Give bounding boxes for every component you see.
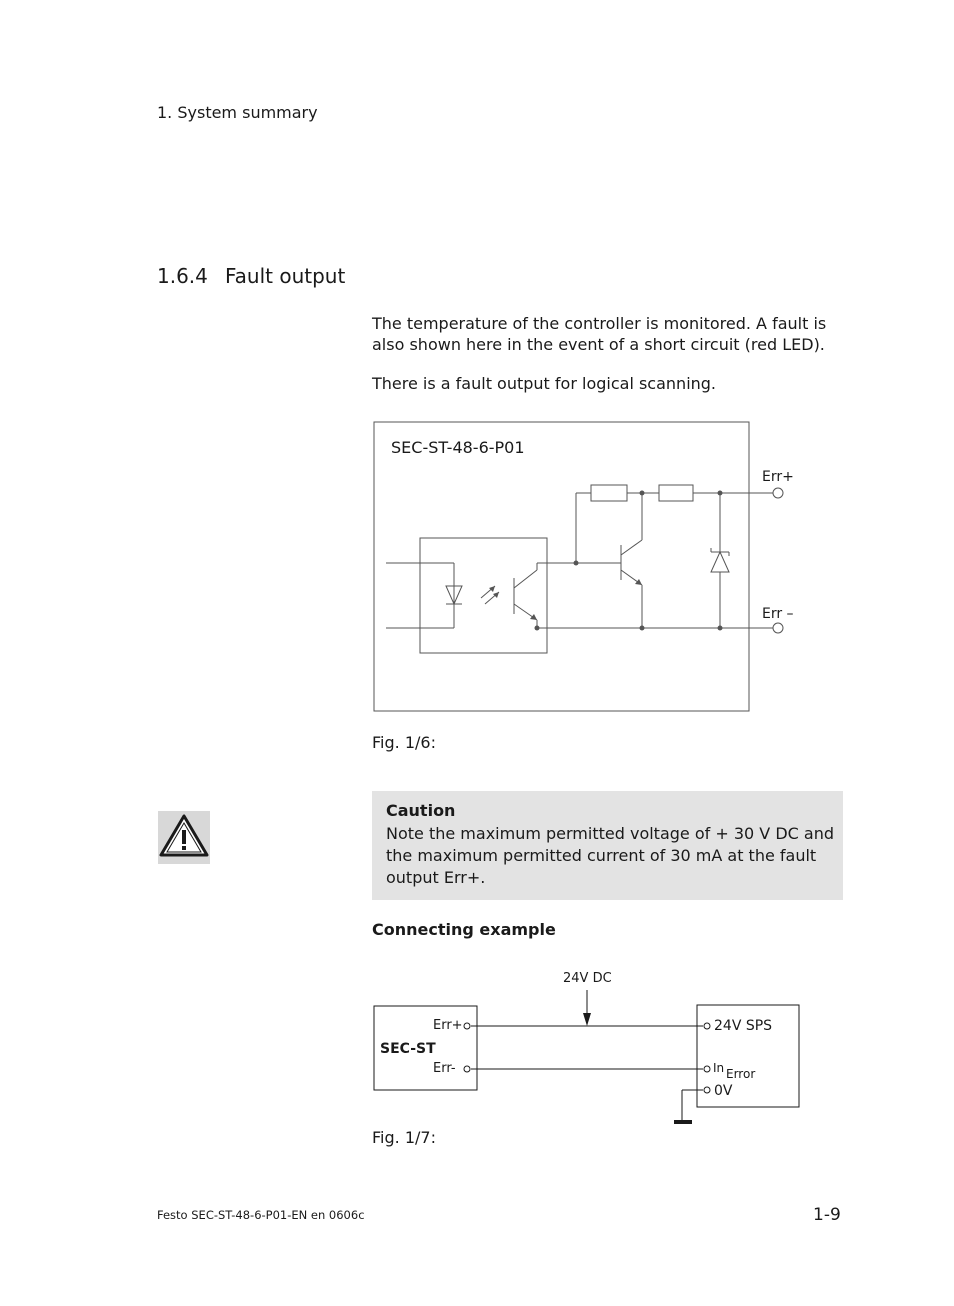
paragraph-fault-output: There is a fault output for logical scanning. xyxy=(372,374,717,393)
plc-zero-v-label: 0V xyxy=(714,1083,733,1099)
plc-error-label: Error xyxy=(726,1067,756,1081)
section-title: Fault output xyxy=(225,264,346,288)
left-err-plus-label: Err+ xyxy=(433,1018,463,1033)
supply-arrow xyxy=(583,1013,591,1026)
zero-v-terminal xyxy=(704,1087,710,1093)
resistor-1 xyxy=(591,485,627,501)
err-minus-terminal xyxy=(464,1066,470,1072)
ground-symbol xyxy=(674,1120,692,1124)
fault-output-circuit-diagram xyxy=(360,415,810,720)
zener-diode xyxy=(711,552,729,572)
left-err-minus-label: Err- xyxy=(433,1061,456,1076)
page-number: 1-9 xyxy=(813,1205,841,1225)
device-frame xyxy=(374,422,749,711)
section-number: 1.6.4 xyxy=(157,264,208,288)
device-label: SEC-ST-48-6-P01 xyxy=(391,438,525,457)
figure-caption-1-7: Fig. 1/7: xyxy=(372,1128,436,1147)
connecting-example-diagram xyxy=(360,960,810,1130)
paragraph-temperature: The temperature of the controller is monitored. A fault is also shown here in the event of a short circuit (red LED). xyxy=(372,314,827,354)
sec-st-label: SEC-ST xyxy=(380,1041,436,1057)
supply-terminal xyxy=(704,1023,710,1029)
input-terminal xyxy=(704,1066,710,1072)
err-plus-terminal xyxy=(464,1023,470,1029)
warning-triangle-icon xyxy=(158,811,210,864)
connecting-example-heading: Connecting example xyxy=(372,920,556,939)
caution-title: Caution xyxy=(386,801,456,820)
terminal-err-plus xyxy=(773,488,783,498)
terminal-err-minus xyxy=(773,623,783,633)
plc-supply-label: 24V SPS xyxy=(714,1018,773,1034)
supply-label: 24V DC xyxy=(563,971,612,986)
footer-document-id: Festo SEC-ST-48-6-P01-EN en 0606c xyxy=(157,1208,365,1222)
plc-in-label: In xyxy=(713,1061,725,1075)
figure-caption-1-6: Fig. 1/6: xyxy=(372,733,436,752)
chapter-header: 1. System summary xyxy=(157,103,318,122)
resistor-2 xyxy=(659,485,693,501)
caution-text: Note the maximum permitted voltage of + 30 V DC and the maximum permitted current of 30 mA at the fault output Err+. xyxy=(386,824,834,887)
err-plus-label: Err+ xyxy=(762,469,794,485)
err-minus-label: Err – xyxy=(762,606,794,622)
